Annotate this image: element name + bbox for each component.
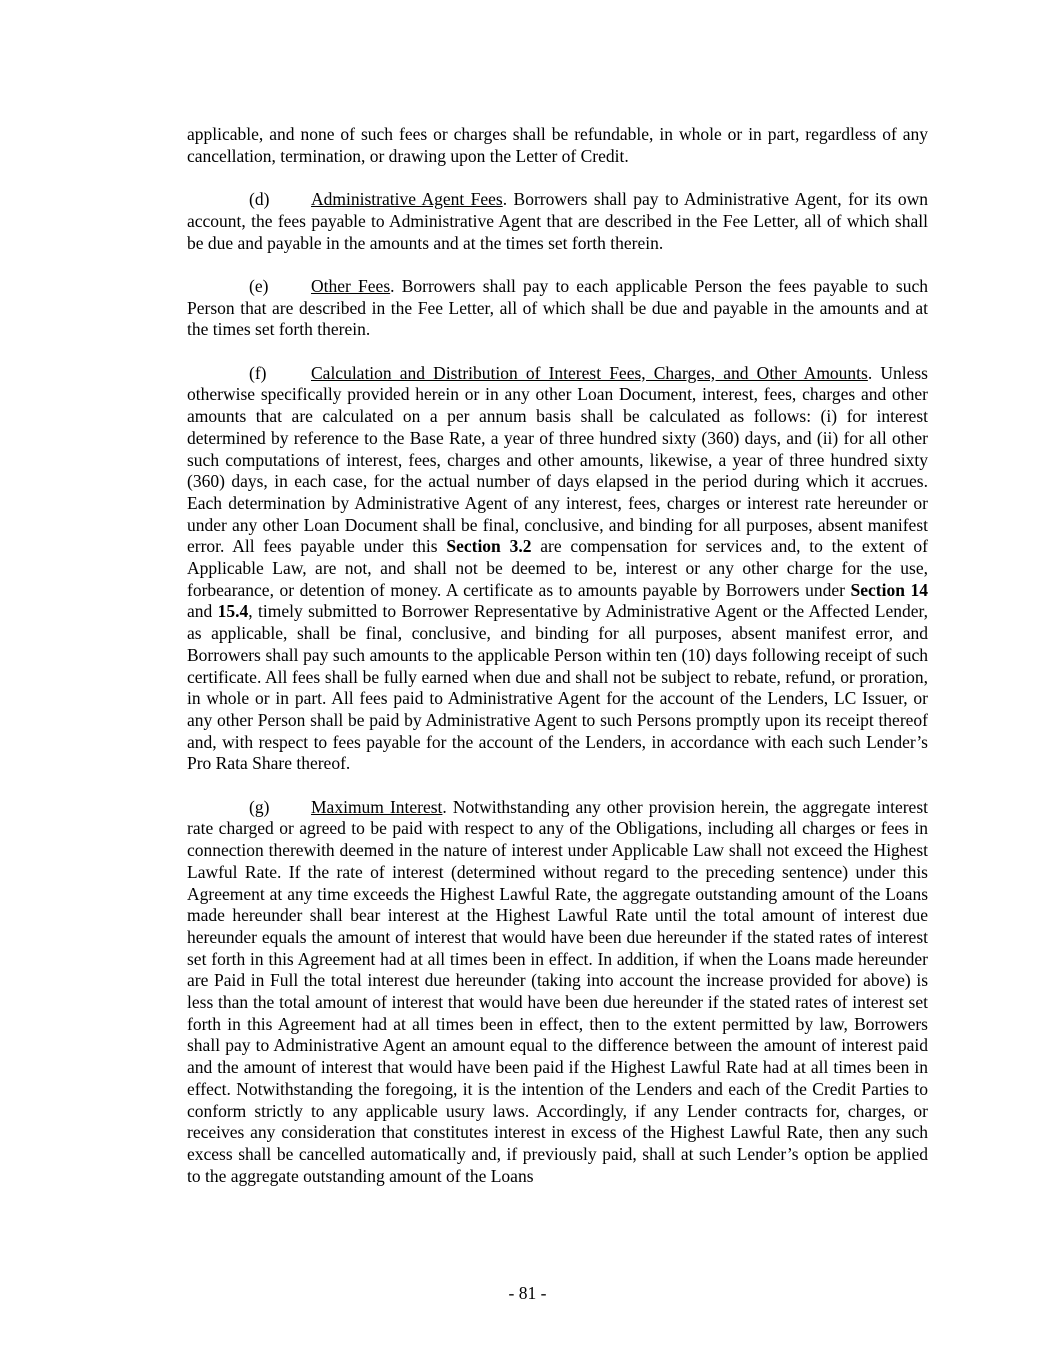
paragraph-text: . Notwithstanding any other provision herein, the aggregate interest rate charged or agreed to be paid with respect to any of the Obligations, including all charges or fees in connection therewith deemed in the nature of interest under Applicable Law shall not exceed the Highest Lawful Rate. If the rate of interest (determined without regard to the preceding sentence) under this Agreement at any time exceeds the Highest Lawful Rate, the aggregate outstanding amount of the Loans made hereunder shall bear interest at the Highest Lawful Rate until the total amount of interest due hereunder equals the amount of interest that would have been due hereunder if the stated rates of interest set forth in this Agreement had at all times been in effect. In addition, if when the Loans made hereunder are Paid in Full the total interest due hereunder (taking into account the increase provided for above) is less than the total amount of interest that would have been due hereunder if the stated rates of interest set forth in this Agreement had at all times been in effect, then to the extent permitted by law, Borrowers shall pay to Administrative Agent an amount equal to the difference between the amount of interest paid and the amount of interest that would have been paid if the Highest Lawful Rate had at all times been in effect. Notwithstanding the foregoing, it is the intention of the Lenders and each of the Credit Parties to conform strictly to any applicable usury laws. Accordingly, if any Lender contracts for, charges, or receives any consideration that constitutes interest in excess of the Highest Lawful Rate, then any such excess shall be cancelled automatically and, if previously paid, shall at such Lender’s option be applied to the aggregate outstanding amount of the Loans bbox=[187, 796, 929, 1186]
paragraph-text: are compensation for services and, to the extent of Applicable Law, are not, and shall not be deemed to be, interest or any other charge for the use, forbearance, or detention of money. A certificate as to amounts payable by Borrowers under bbox=[187, 536, 928, 600]
clause-label: (g) bbox=[249, 796, 270, 817]
clause-label: (f) bbox=[249, 362, 267, 383]
clause-heading: Maximum Interest bbox=[311, 796, 443, 817]
page-number: - 81 - bbox=[508, 1283, 547, 1303]
document-body bbox=[187, 124, 928, 1187]
paragraph-text: applicable, and none of such fees or charges shall be refundable, in whole or in part, regardless of any cancellation, termination, or drawing upon the Letter of Credit. bbox=[187, 124, 928, 166]
paragraph-text: , timely submitted to Borrower Representative by Administrative Agent or the Affected Lender, as applicable, shall be final, conclusive, and binding for all purposes, absent manifest error, and Borrowers shall pay such amounts to the applicable Person within ten (10) days following receipt of such certificate. All fees shall be fully earned when due and shall not be subject to rebate, refund, or proration, in whole or in part. All fees paid to Administrative Agent for the account of the Lenders, LC Issuer, or any other Person shall be paid by Administrative Agent to such Persons promptly upon its receipt thereof and, with respect to fees payable for the account of the Lenders, in accordance with each such Lender’s Pro Rata Share thereof. bbox=[187, 601, 928, 774]
paragraph-text: . Borrowers shall pay to each applicable Person the fees payable to such Person that are described in the Fee Letter, all of which shall be due and payable in the amounts and at the times set forth therein. bbox=[187, 275, 928, 340]
section-reference: Section 3.2 bbox=[446, 536, 532, 557]
paragraph-text: . Borrowers shall pay to Administrative Agent, for its own account, the fees payable to Administrative Agent that are described in the Fee Letter, all of which shall be due and payable in the amounts and at the times set forth therein. bbox=[187, 189, 928, 253]
clause-heading: Administrative Agent Fees bbox=[311, 189, 503, 210]
paragraph-text: and bbox=[187, 601, 218, 622]
section-reference: Section 14 bbox=[850, 579, 928, 600]
clause-heading: Other Fees bbox=[311, 275, 391, 296]
paragraph-continuation bbox=[187, 124, 928, 167]
paragraph-text: . Unless otherwise specifically provided herein or in any other Loan Document, interest, fees, charges and other amounts that are calculated on a per annum basis shall be calculated as follows: (i) for interest determined by reference to the Base Rate, a year of three hundred sixty (360) days, and (ii) for all other such computations of interest, fees, charges and other amounts, likewise, a year of three hundred sixty (360) days, in each case, for the actual number of days elapsed in the period during which it accrues. Each determination by Administrative Agent of any interest, fees, charges or interest rate hereunder or under any other Loan Document shall be final, conclusive, and binding for all purposes, absent manifest error. All fees payable under this bbox=[187, 362, 928, 557]
paragraph-f-calculation-and-distribution bbox=[187, 363, 928, 775]
section-reference: 15.4 bbox=[217, 601, 249, 622]
clause-heading: Calculation and Distribution of Interest Fees, Charges, and Other Amounts bbox=[311, 362, 868, 383]
paragraph-e-other-fees bbox=[187, 276, 928, 341]
paragraph-g-maximum-interest bbox=[187, 797, 928, 1188]
paragraph-d-administrative-agent-fees bbox=[187, 189, 928, 254]
clause-label: (d) bbox=[249, 189, 270, 210]
clause-label: (e) bbox=[249, 275, 269, 296]
